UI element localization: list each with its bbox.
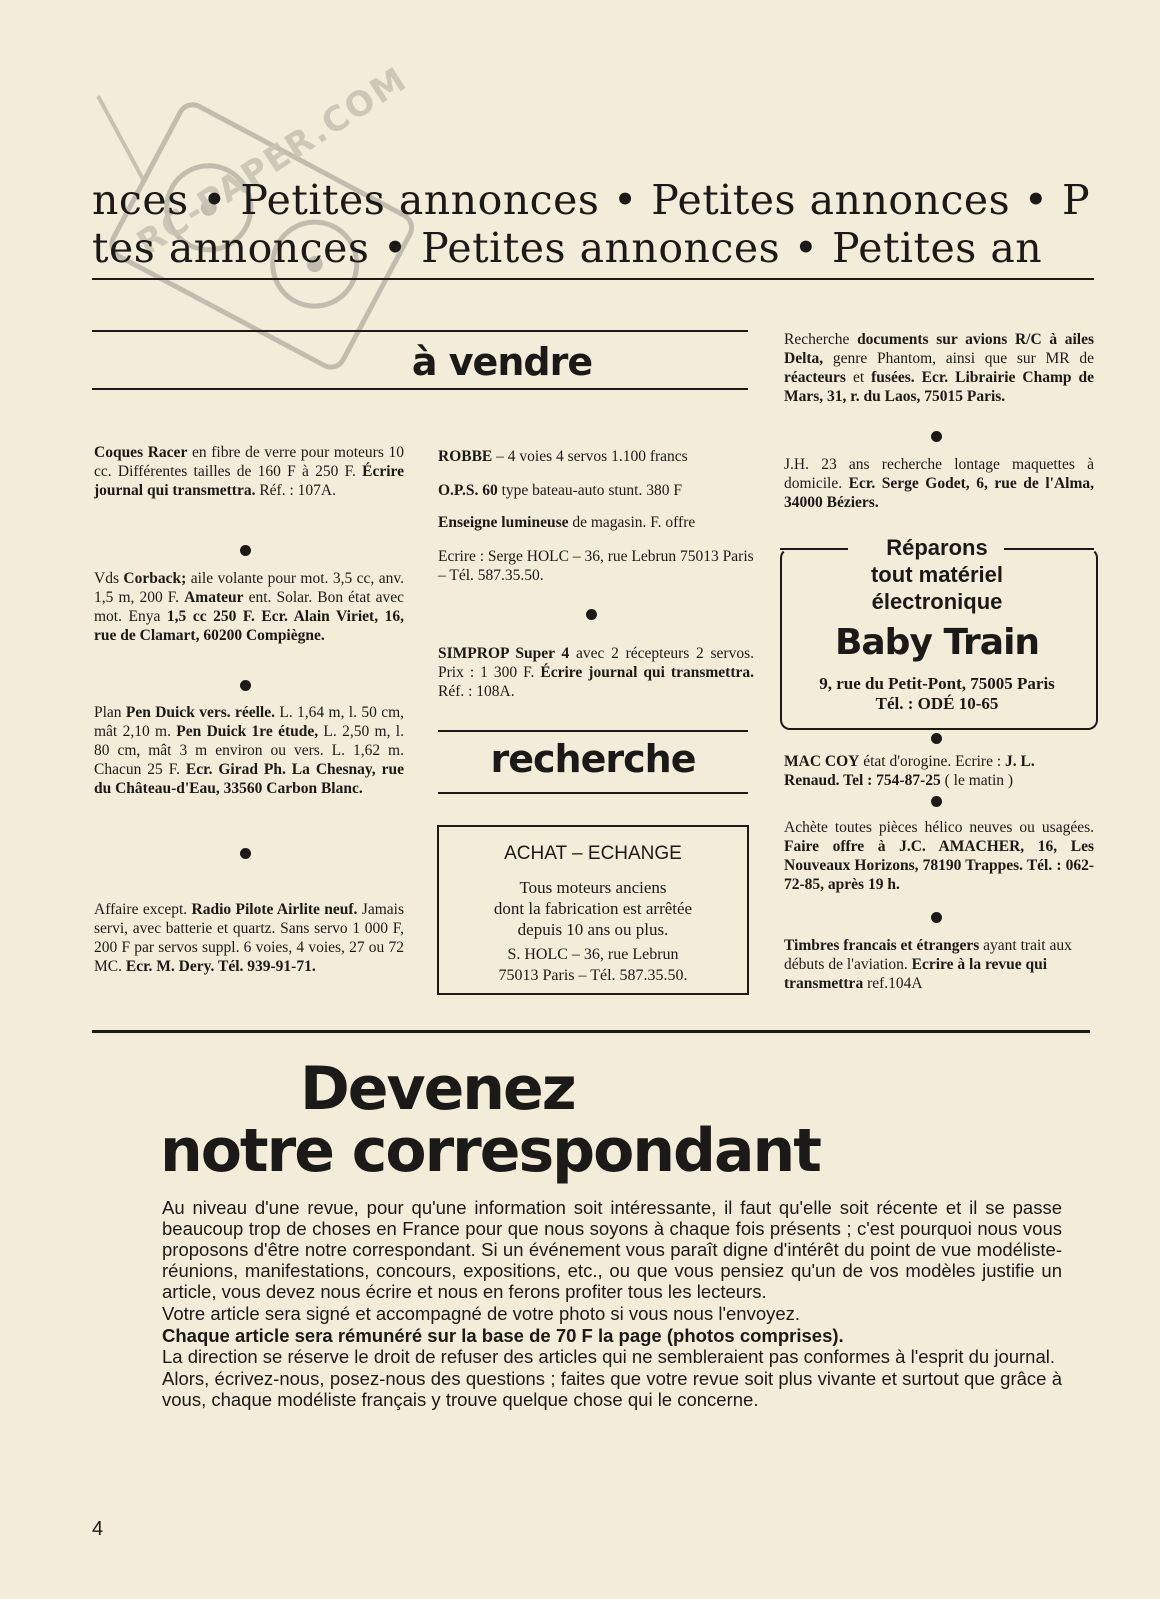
baby-train-line1: Réparons xyxy=(886,535,988,560)
vendre-rule-top xyxy=(92,330,748,332)
box-line: dont la fabrication est arrêtée xyxy=(493,899,693,918)
banner-rule xyxy=(92,278,1094,280)
paragraph: Au niveau d'une revue, pour qu'une information soit intéressante, il faut qu'elle soit récente et il se passe beaucoup trop de choses en France pour que nous soyons à chaque fois présents ; c'est pourquoi nous vous proposons d'être notre correspondant. Si un événement vous paraît digne d'intérêt du point de vue modéliste-réunions, manifestations, concours, expositions, etc., ou que vous pensiez qu'un de vos modèles justifie un article, vous devez nous écrire et nous en ferons profiter tous les lecteurs. xyxy=(162,1197,1062,1302)
bullet-dot xyxy=(240,680,251,691)
correspondant-rule xyxy=(92,1030,1090,1033)
ad-documents-delta: Recherche documents sur avions R/C à ailes Delta, genre Phantom, ainsi que sur MR de réacteurs et fusées. Ecr. Librairie Champ de Mars, 31, r. du Laos, 75015 Paris. xyxy=(784,331,1094,405)
baby-train-address: 9, rue du Petit-Pont, 75005 Paris xyxy=(819,674,1055,693)
banner-line-2: tes annonces • Petites annonces • Petites an xyxy=(92,224,1043,272)
bullet-dot xyxy=(931,431,942,442)
box-title: ACHAT – ECHANGE xyxy=(504,843,682,864)
ad-coques-racer: Coques Racer en fibre de verre pour moteurs 10 cc. Différentes tailles de 160 F à 250 F. Écrire journal qui transmettra. Réf. : 107A. xyxy=(94,444,404,499)
bullet-dot xyxy=(240,545,251,556)
box-line: Tous moteurs anciens xyxy=(519,878,667,897)
bullet-dot xyxy=(931,796,942,807)
baby-train-line2: tout matériel xyxy=(870,562,1004,587)
ad-radio-pilote: Affaire except. Radio Pilote Airlite neuf. Jamais servi, avec batterie et quartz. Sans servo 1 000 F, 200 F par servos suppl. 6 voies, 4 voies, 27 ou 72 MC. Ecr. M. Dery. Tél. 939-91-71. xyxy=(94,901,404,975)
banner-line-1: nces • Petites annonces • Petites annonces • P xyxy=(92,176,1091,224)
page-number: 4 xyxy=(92,1518,104,1540)
paragraph: Votre article sera signé et accompagné de votre photo si vous nous l'envoyez. xyxy=(162,1303,801,1324)
bullet-dot xyxy=(240,848,251,859)
baby-train-brand: Baby Train xyxy=(834,622,1040,663)
ad-enseigne: Enseigne lumineuse de magasin. F. offre xyxy=(438,514,696,531)
box-line: 75013 Paris – Tél. 587.35.50. xyxy=(498,967,688,984)
section-title-a-vendre: à vendre xyxy=(411,340,593,384)
recherche-rule-top xyxy=(438,730,748,732)
box-line: depuis 10 ans ou plus. xyxy=(517,920,669,939)
achat-echange-box xyxy=(437,825,749,995)
baby-train-tel: Tél. : ODÉ 10-65 xyxy=(875,694,999,713)
ad-helico: Achète toutes pièces hélico neuves ou usagées. Faire offre à J.C. AMACHER, 16, Les Nouveaux Horizons, 78190 Trappes. Tél. : 062-72-85, après 19 h. xyxy=(784,819,1094,893)
ad-contact-holc: Ecrire : Serge HOLC – 36, rue Lebrun 75013 Paris – Tél. 587.35.50. xyxy=(438,548,754,584)
ad-pen-duick: Plan Pen Duick vers. réelle. L. 1,64 m, l. 50 cm, mât 2,10 m. Pen Duick 1re étude, L. 2,50 m, l. 80 cm, mât 3 m environ ou vers. L. 1,62 m. Chacun 25 F. Ecr. Girad Ph. La Chesnay, rue du Château-d'Eau, 33560 Carbon Blanc. xyxy=(94,704,405,797)
section-title-recherche: recherche xyxy=(490,737,696,781)
ad-robbe: ROBBE – 4 voies 4 servos 1.100 francs xyxy=(438,448,688,465)
paragraph: Alors, écrivez-nous, posez-nous des questions ; faites que votre revue soit plus vivante et surtout que grâce à vous, chaque modéliste français y trouve quelque chose qui le concerne. xyxy=(162,1368,1062,1410)
title-line-1: Devenez xyxy=(300,1054,575,1124)
baby-train-line3: électronique xyxy=(871,589,1003,614)
paragraph-bold: Chaque article sera rémunéré sur la base de 70 F la page (photos comprises). xyxy=(162,1325,844,1346)
ad-timbres: Timbres francais et étrangers ayant trait aux débuts de l'aviation. Ecrire à la revue qui transmettra ref.104A xyxy=(784,937,1072,992)
ad-mac-coy: MAC COY état d'orogine. Ecrire : J. L. Renaud. Tel : 754-87-25 ( le matin ) xyxy=(784,753,1035,789)
box-line: S. HOLC – 36, rue Lebrun xyxy=(507,946,679,963)
ad-simprop: SIMPROP Super 4 avec 2 récepteurs 2 servos. Prix : 1 300 F. Écrire journal qui transmettra. Réf. : 108A. xyxy=(438,645,754,700)
vendre-rule-bottom xyxy=(92,388,748,390)
correspondant-title xyxy=(160,1054,820,1186)
bullet-dot xyxy=(586,609,597,620)
ad-ops-60: O.P.S. 60 type bateau-auto stunt. 380 F xyxy=(438,482,682,499)
watermark-text: RC-PAPER.COM xyxy=(130,59,415,264)
title-line-2: notre correspondant xyxy=(160,1116,820,1186)
correspondant-body xyxy=(162,1197,1062,1411)
paragraph: La direction se réserve le droit de refuser des articles qui ne sembleraient pas conformes à l'esprit du journal. xyxy=(162,1346,1056,1367)
bullet-dot xyxy=(931,733,942,744)
recherche-rule-bottom xyxy=(438,792,748,794)
bullet-dot xyxy=(931,912,942,923)
ad-corback: Vds Corback; aile volante pour mot. 3,5 cc, anv. 1,5 m, 200 F. Amateur ent. Solar. Bon état avec mot. Enya 1,5 cc 250 F. Ecr. Alain Viriet, 16, rue de Clamart, 60200 Compiègne. xyxy=(94,570,404,644)
ad-montage-maquettes: J.H. 23 ans recherche lontage maquettes à domicile. Ecr. Serge Godet, 6, rue de l'Alma, 34000 Béziers. xyxy=(784,456,1094,511)
